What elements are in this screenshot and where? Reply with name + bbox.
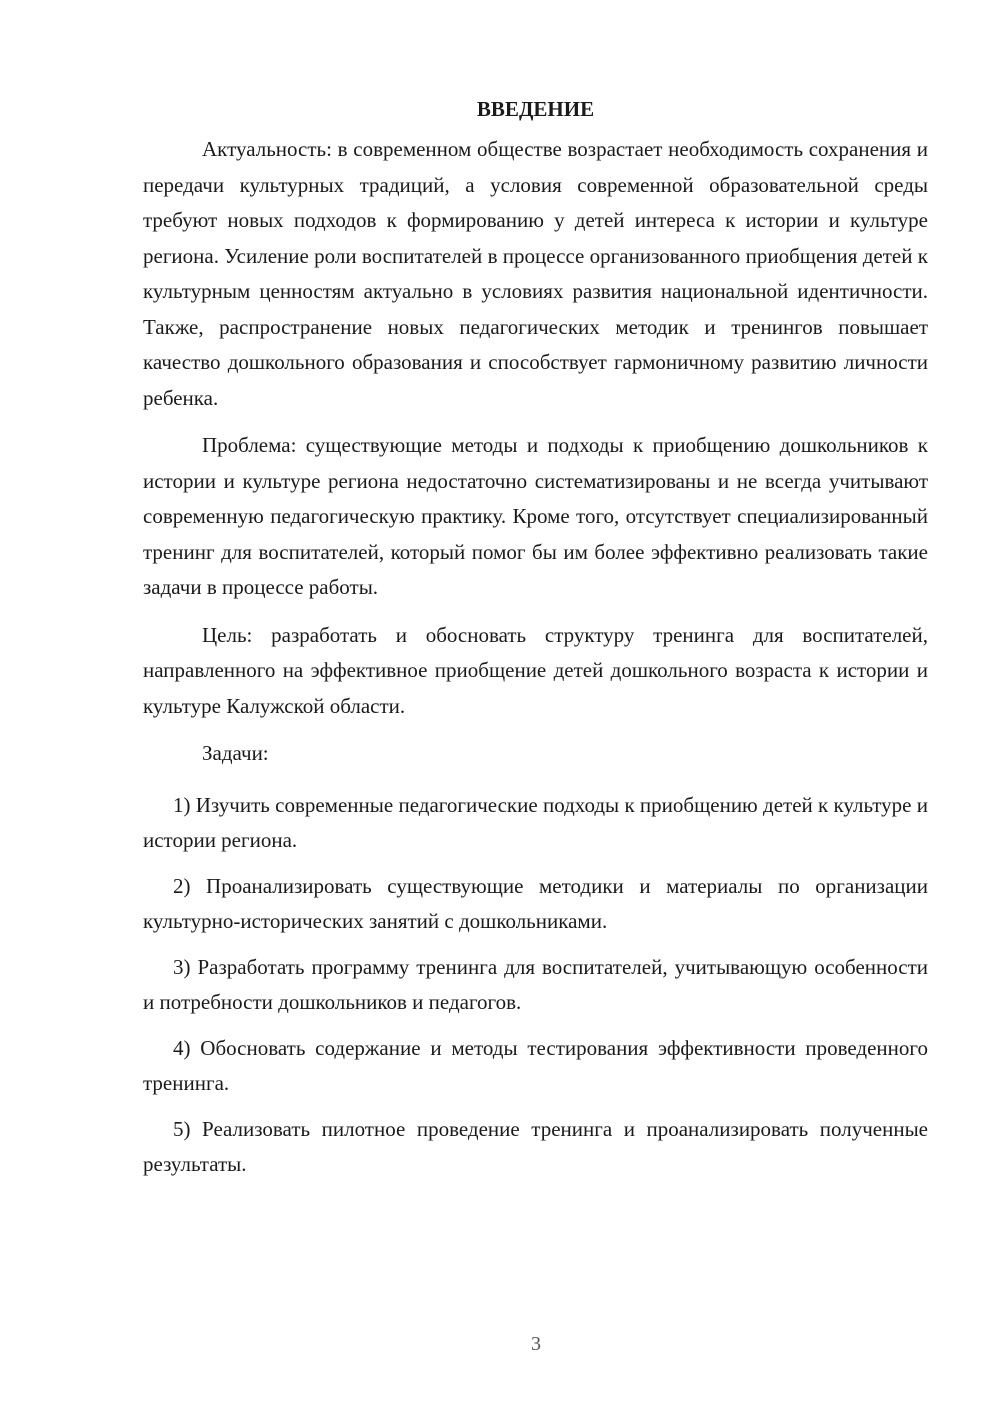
paragraph-problem: Проблема: существующие методы и подходы к приобщению дошкольников к истории и культуре региона недостаточно систематизированы и не всегда учитывают современную педагогическую практику. Кроме того, отсутствует специализированный тренинг для воспитателей, который помог бы им более эффективно реализовать такие задачи в процессе работы. — [143, 433, 928, 599]
page-number: 3 — [531, 1333, 541, 1355]
paragraph-relevance: Актуальность: в современном обществе возрастает необходимость сохранения и передачи культурных традиций, а условия современной образовательной среды требуют новых подходов к формированию у детей интереса к истории и культуре региона. Усиление роли воспитателей в процессе организованного приобщения детей к культурным ценностям актуально в условиях развития национальной идентичности. Также, распространение новых педагогических методик и тренингов повышает качество дошкольного образования и способствует гармоничному развитию личности ребенка. — [143, 137, 928, 410]
task-item: 5) Реализовать пилотное проведение тренинга и проанализировать полученные результаты. — [143, 1116, 928, 1176]
paragraph-goal: Цель: разработать и обосновать структуру тренинга для воспитателей, направленного на эффективное приобщение детей дошкольного возраста к истории и культуре Калужской области. — [143, 622, 928, 718]
task-item: 4) Обосновать содержание и методы тестирования эффективности проведенного тренинга. — [143, 1035, 928, 1095]
task-item: 2) Проанализировать существующие методики и материалы по организации культурно-исторических занятий с дошкольниками. — [143, 873, 928, 933]
task-item: 3) Разработать программу тренинга для воспитателей, учитывающую особенности и потребности дошкольников и педагогов. — [143, 954, 928, 1014]
task-item: 1) Изучить современные педагогические подходы к приобщению детей к культуре и истории региона. — [143, 792, 928, 852]
tasks-heading: Задачи: — [202, 741, 269, 765]
page-content — [143, 92, 928, 1193]
section-title: ВВЕДЕНИЕ — [476, 97, 595, 121]
